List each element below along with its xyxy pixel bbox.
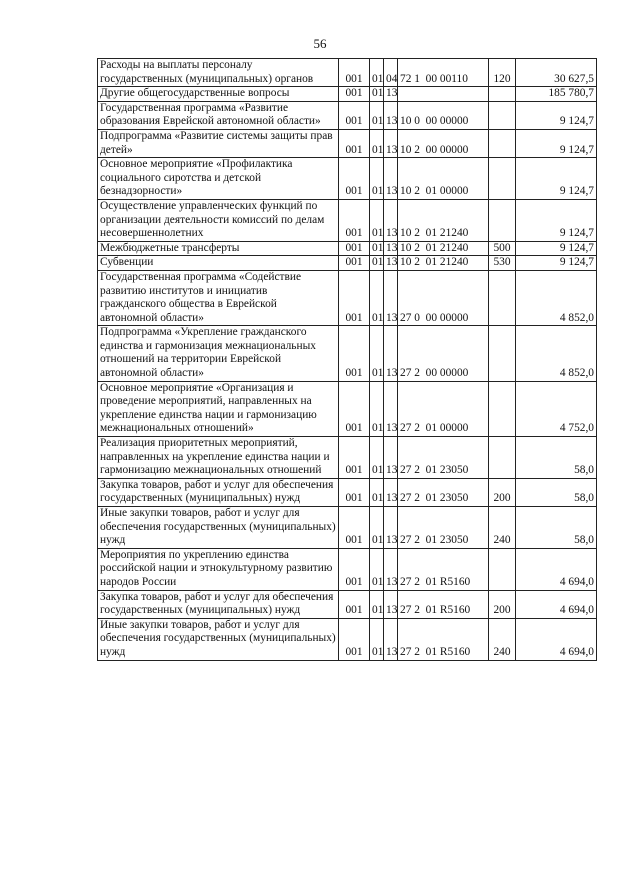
pr-code: 13 <box>384 101 398 129</box>
pr-code: 13 <box>384 199 398 241</box>
ved-code: 001 <box>339 270 370 325</box>
table-row <box>98 59 597 87</box>
table-row <box>98 590 597 618</box>
table-row <box>98 326 597 381</box>
rz-code: 01 <box>370 590 384 618</box>
pr-code: 13 <box>384 437 398 479</box>
sum-value: 9 124,7 <box>516 241 597 256</box>
sum-value: 4 852,0 <box>516 326 597 381</box>
vr-code <box>489 87 516 102</box>
pr-code: 13 <box>384 478 398 506</box>
ved-code: 001 <box>339 437 370 479</box>
sum-value: 185 780,7 <box>516 87 597 102</box>
ved-code: 001 <box>339 87 370 102</box>
ved-code: 001 <box>339 590 370 618</box>
table-row <box>98 437 597 479</box>
vr-code: 500 <box>489 241 516 256</box>
row-name: Подпрограмма «Укрепление гражданского единства и гармонизация межнациональных отношений на территории Еврейской автономной области» <box>98 326 339 381</box>
csr-code: 10 2 01 21240 <box>398 241 489 256</box>
pr-code: 13 <box>384 381 398 436</box>
rz-code: 01 <box>370 437 384 479</box>
rz-code: 01 <box>370 270 384 325</box>
vr-code: 240 <box>489 507 516 549</box>
table-row <box>98 478 597 506</box>
rz-code: 01 <box>370 478 384 506</box>
vr-code: 200 <box>489 590 516 618</box>
row-name: Иные закупки товаров, работ и услуг для обеспечения государственных (муниципальных) нужд <box>98 618 339 660</box>
rz-code: 01 <box>370 129 384 157</box>
row-name: Основное мероприятие «Профилактика социального сиротства и детской безнадзорности» <box>98 158 339 200</box>
table-row <box>98 507 597 549</box>
row-name: Осуществление управленческих функций по организации деятельности комиссий по делам несовершеннолетних <box>98 199 339 241</box>
csr-code <box>398 87 489 102</box>
rz-code: 01 <box>370 507 384 549</box>
table-row <box>98 101 597 129</box>
pr-code: 13 <box>384 507 398 549</box>
table-row <box>98 158 597 200</box>
rz-code: 01 <box>370 548 384 590</box>
vr-code <box>489 129 516 157</box>
vr-code <box>489 326 516 381</box>
vr-code: 530 <box>489 256 516 271</box>
pr-code: 13 <box>384 256 398 271</box>
pr-code: 13 <box>384 590 398 618</box>
vr-code <box>489 101 516 129</box>
rz-code: 01 <box>370 618 384 660</box>
row-name: Другие общегосударственные вопросы <box>98 87 339 102</box>
csr-code: 10 2 01 21240 <box>398 256 489 271</box>
csr-code: 27 2 00 00000 <box>398 326 489 381</box>
budget-table <box>97 58 597 661</box>
csr-code: 27 2 01 23050 <box>398 507 489 549</box>
sum-value: 4 694,0 <box>516 590 597 618</box>
row-name: Межбюджетные трансферты <box>98 241 339 256</box>
ved-code: 001 <box>339 478 370 506</box>
vr-code: 120 <box>489 59 516 87</box>
pr-code: 13 <box>384 241 398 256</box>
rz-code: 01 <box>370 59 384 87</box>
ved-code: 001 <box>339 129 370 157</box>
table-row <box>98 256 597 271</box>
rz-code: 01 <box>370 199 384 241</box>
ved-code: 001 <box>339 241 370 256</box>
pr-code: 13 <box>384 548 398 590</box>
sum-value: 58,0 <box>516 437 597 479</box>
sum-value: 4 752,0 <box>516 381 597 436</box>
csr-code: 27 2 01 23050 <box>398 478 489 506</box>
rz-code: 01 <box>370 101 384 129</box>
row-name: Подпрограмма «Развитие системы защиты прав детей» <box>98 129 339 157</box>
sum-value: 58,0 <box>516 478 597 506</box>
row-name: Государственная программа «Содействие развитию институтов и инициатив гражданского общества в Еврейской автономной области» <box>98 270 339 325</box>
vr-code <box>489 158 516 200</box>
sum-value: 9 124,7 <box>516 199 597 241</box>
csr-code: 10 2 01 21240 <box>398 199 489 241</box>
vr-code: 200 <box>489 478 516 506</box>
sum-value: 9 124,7 <box>516 158 597 200</box>
csr-code: 27 2 01 23050 <box>398 437 489 479</box>
ved-code: 001 <box>339 59 370 87</box>
row-name: Основное мероприятие «Организация и проведение мероприятий, направленных на укрепление единства нации и гармонизацию межнациональных отношений» <box>98 381 339 436</box>
rz-code: 01 <box>370 381 384 436</box>
pr-code: 13 <box>384 270 398 325</box>
table-row <box>98 270 597 325</box>
row-name: Закупка товаров, работ и услуг для обеспечения государственных (муниципальных) нужд <box>98 478 339 506</box>
ved-code: 001 <box>339 548 370 590</box>
csr-code: 27 2 01 00000 <box>398 381 489 436</box>
sum-value: 58,0 <box>516 507 597 549</box>
sum-value: 9 124,7 <box>516 256 597 271</box>
pr-code: 13 <box>384 129 398 157</box>
table-row <box>98 199 597 241</box>
ved-code: 001 <box>339 507 370 549</box>
csr-code: 27 2 01 R5160 <box>398 618 489 660</box>
page-number: 56 <box>313 36 327 51</box>
ved-code: 001 <box>339 326 370 381</box>
pr-code: 13 <box>384 158 398 200</box>
pr-code: 04 <box>384 59 398 87</box>
row-name: Мероприятия по укреплению единства российской нации и этнокультурному развитию народов России <box>98 548 339 590</box>
table-row <box>98 618 597 660</box>
sum-value: 4 694,0 <box>516 548 597 590</box>
vr-code: 240 <box>489 618 516 660</box>
csr-code: 27 0 00 00000 <box>398 270 489 325</box>
table-row <box>98 129 597 157</box>
ved-code: 001 <box>339 199 370 241</box>
ved-code: 001 <box>339 618 370 660</box>
rz-code: 01 <box>370 158 384 200</box>
budget-table-body <box>98 59 597 661</box>
row-name: Расходы на выплаты персоналу государственных (муниципальных) органов <box>98 59 339 87</box>
sum-value: 30 627,5 <box>516 59 597 87</box>
row-name: Закупка товаров, работ и услуг для обеспечения государственных (муниципальных) нужд <box>98 590 339 618</box>
pr-code: 13 <box>384 618 398 660</box>
pr-code: 13 <box>384 326 398 381</box>
vr-code <box>489 437 516 479</box>
csr-code: 10 2 01 00000 <box>398 158 489 200</box>
csr-code: 27 2 01 R5160 <box>398 548 489 590</box>
vr-code <box>489 199 516 241</box>
table-row <box>98 87 597 102</box>
sum-value: 4 694,0 <box>516 618 597 660</box>
row-name: Реализация приоритетных мероприятий, направленных на укрепление единства нации и гармонизацию межнациональных отношений <box>98 437 339 479</box>
row-name: Иные закупки товаров, работ и услуг для обеспечения государственных (муниципальных) нужд <box>98 507 339 549</box>
vr-code <box>489 381 516 436</box>
sum-value: 9 124,7 <box>516 101 597 129</box>
sum-value: 4 852,0 <box>516 270 597 325</box>
ved-code: 001 <box>339 158 370 200</box>
pr-code: 13 <box>384 87 398 102</box>
ved-code: 001 <box>339 256 370 271</box>
sum-value: 9 124,7 <box>516 129 597 157</box>
rz-code: 01 <box>370 256 384 271</box>
vr-code <box>489 270 516 325</box>
table-row <box>98 548 597 590</box>
ved-code: 001 <box>339 381 370 436</box>
csr-code: 10 2 00 00000 <box>398 129 489 157</box>
rz-code: 01 <box>370 87 384 102</box>
row-name: Государственная программа «Развитие образования Еврейской автономной области» <box>98 101 339 129</box>
ved-code: 001 <box>339 101 370 129</box>
row-name: Субвенции <box>98 256 339 271</box>
csr-code: 10 0 00 00000 <box>398 101 489 129</box>
csr-code: 72 1 00 00110 <box>398 59 489 87</box>
table-row <box>98 241 597 256</box>
rz-code: 01 <box>370 241 384 256</box>
table-row <box>98 381 597 436</box>
rz-code: 01 <box>370 326 384 381</box>
csr-code: 27 2 01 R5160 <box>398 590 489 618</box>
vr-code <box>489 548 516 590</box>
